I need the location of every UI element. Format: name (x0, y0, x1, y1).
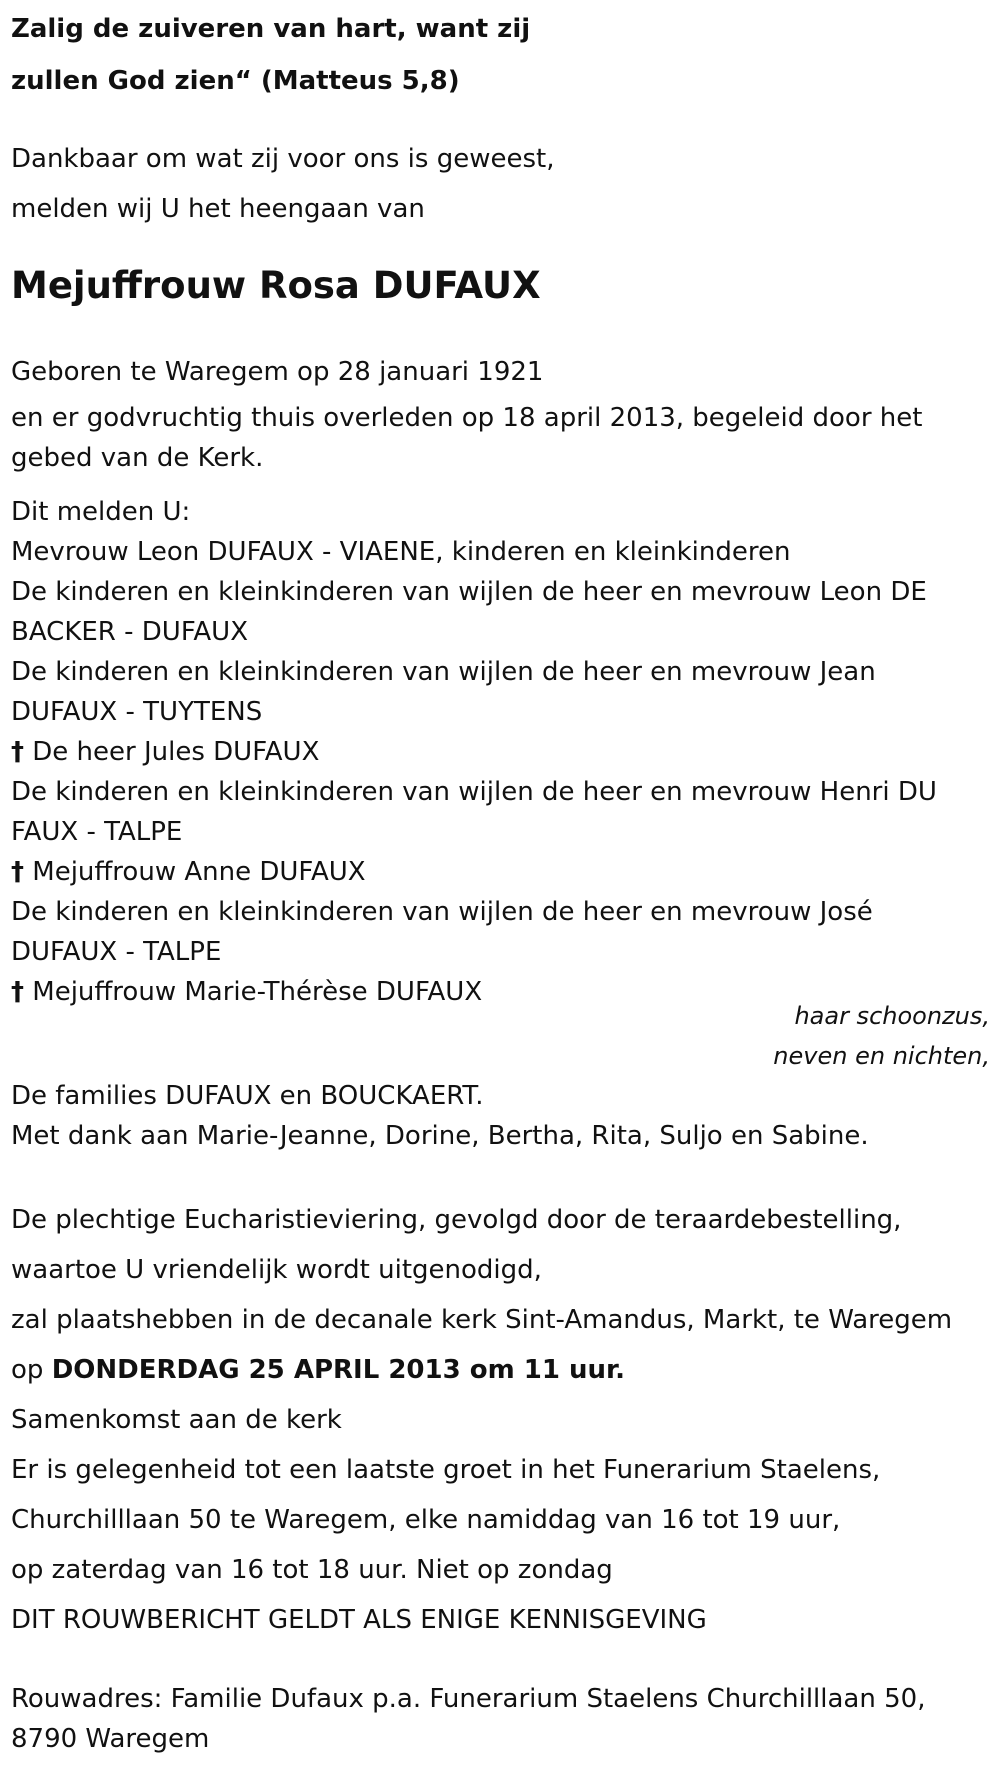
service-line-9: DIT ROUWBERICHT GELDT ALS ENIGE KENNISGEVING (11, 1605, 707, 1635)
family-member: De kinderen en kleinkinderen van wijlen de heer en mevrouw Jean DUFAUX - TUYTENS (11, 657, 876, 727)
cross-icon: † (11, 857, 24, 887)
service-line-6: Er is gelegenheid tot een laatste groet in het Funerarium Staelens, (11, 1455, 881, 1485)
intro-text (11, 134, 554, 234)
service-line-8: op zaterdag van 16 tot 18 uur. Niet op zondag (11, 1555, 613, 1585)
family-member: † Mejuffrouw Marie-Thérèse DUFAUX (11, 977, 483, 1007)
families-line: De families DUFAUX en BOUCKAERT. (11, 1081, 484, 1111)
intro-line-2: melden wij U het heengaan van (11, 194, 425, 224)
family-list (11, 492, 986, 1012)
bible-verse (11, 3, 530, 107)
deceased-name: Mejuffrouw Rosa DUFAUX (11, 264, 541, 307)
birth-death-info (11, 352, 986, 478)
family-member: † Mejuffrouw Anne DUFAUX (11, 857, 366, 887)
family-member: De kinderen en kleinkinderen van wijlen de heer en mevrouw José DUFAUX - TALPE (11, 897, 873, 967)
service-line-3: zal plaatshebben in de decanale kerk Sint-Amandus, Markt, te Waregem (11, 1305, 953, 1335)
verse-line-1: Zalig de zuiveren van hart, want zij (11, 14, 531, 44)
relation-line-2: neven en nichten, (773, 1042, 990, 1070)
family-member: De kinderen en kleinkinderen van wijlen de heer en mevrouw Henri DU FAUX - TALPE (11, 777, 937, 847)
family-member: Mevrouw Leon DUFAUX - VIAENE, kinderen en kleinkinderen (11, 537, 791, 567)
address-line: Rouwadres: Familie Dufaux p.a. Funerarium Staelens Churchilllaan 50, 8790 Waregem (11, 1684, 926, 1754)
service-line-2: waartoe U vriendelijk wordt uitgenodigd, (11, 1255, 542, 1285)
intro-line-1: Dankbaar om wat zij voor ons is geweest, (11, 144, 555, 174)
relation-note (773, 996, 990, 1076)
service-info (11, 1195, 952, 1645)
cross-icon: † (11, 977, 24, 1007)
cross-icon: † (11, 737, 24, 767)
birth-line: Geboren te Waregem op 28 januari 1921 (11, 357, 544, 387)
mourning-address (11, 1679, 986, 1759)
families-thanks (11, 1076, 869, 1156)
family-heading: Dit melden U: (11, 497, 191, 527)
service-line-1: De plechtige Eucharistieviering, gevolgd door de teraardebestelling, (11, 1205, 902, 1235)
service-line-5: Samenkomst aan de kerk (11, 1405, 342, 1435)
death-line: en er godvruchtig thuis overleden op 18 april 2013, begeleid door het gebed van de Kerk. (11, 403, 923, 473)
relation-line-1: haar schoonzus, (794, 1002, 990, 1030)
service-date: DONDERDAG 25 APRIL 2013 om 11 uur. (51, 1355, 625, 1385)
service-date-line: op DONDERDAG 25 APRIL 2013 om 11 uur. (11, 1355, 625, 1385)
verse-line-2: zullen God zien“ (Matteus 5,8) (11, 66, 460, 96)
family-member: De kinderen en kleinkinderen van wijlen de heer en mevrouw Leon DE BACKER - DUFAUX (11, 577, 927, 647)
service-line-7: Churchilllaan 50 te Waregem, elke namiddag van 16 tot 19 uur, (11, 1505, 841, 1535)
family-member: † De heer Jules DUFAUX (11, 737, 320, 767)
thanks-line: Met dank aan Marie-Jeanne, Dorine, Bertha, Rita, Suljo en Sabine. (11, 1121, 869, 1151)
